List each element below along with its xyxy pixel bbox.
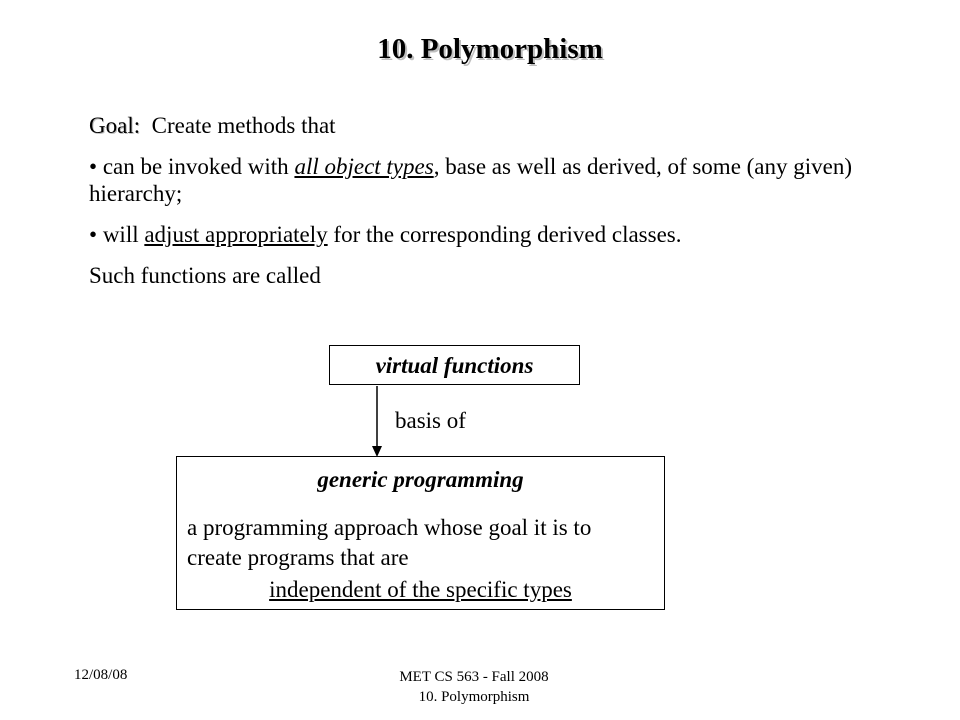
generic-box-description-line: independent of the specific types xyxy=(269,577,572,602)
bullet-emphasis: adjust appropriately xyxy=(144,222,328,247)
bullet-item-invocation xyxy=(89,153,869,207)
basis-arrow xyxy=(368,386,388,458)
footer-course xyxy=(0,667,948,707)
bullet-text-pre: can be invoked with xyxy=(102,154,289,179)
bullet-text-post: for the corresponding derived classes. xyxy=(333,222,682,247)
bullet-marker: • xyxy=(89,154,98,179)
goal-line xyxy=(89,112,869,139)
closing-line: Such functions are called xyxy=(89,263,321,288)
generic-box-description-line: a programming approach whose goal it is to xyxy=(187,515,592,540)
slide-body xyxy=(89,112,869,303)
footer-course-line: 10. Polymorphism xyxy=(418,689,530,705)
goal-label: Goal: xyxy=(89,113,141,138)
bullet-marker: • xyxy=(89,222,98,247)
bullet-emphasis: all object types xyxy=(294,154,434,179)
generic-box-description-line: create programs that are xyxy=(187,545,409,570)
generic-programming-box xyxy=(176,456,665,610)
bullet-text-pre: will xyxy=(102,222,139,247)
slide-title: 10. Polymorphism xyxy=(377,33,603,65)
arrow-label: basis of xyxy=(395,408,466,433)
footer-date: 12/08/08 xyxy=(74,667,128,683)
footer-course-line: MET CS 563 - Fall 2008 xyxy=(399,669,549,685)
virtual-functions-box: virtual functions xyxy=(329,345,580,385)
bullet-text-post: , base as well as derived, of some (any given) hierarchy; xyxy=(89,154,853,206)
bullet-item-adjust xyxy=(89,221,869,248)
goal-text: Create methods that xyxy=(151,113,336,138)
generic-box-title: generic programming xyxy=(317,467,524,492)
